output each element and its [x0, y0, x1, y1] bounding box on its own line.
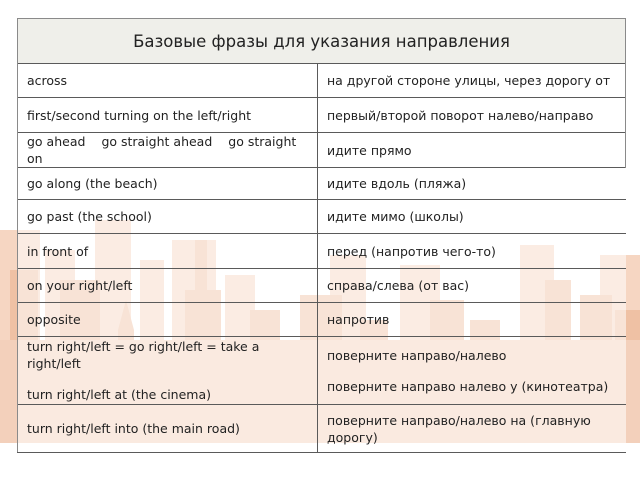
- english-phrase: across: [18, 64, 318, 98]
- english-phrase-variant: go ahead: [27, 134, 86, 149]
- table-row: [18, 269, 626, 303]
- russian-translation: напротив: [318, 303, 626, 337]
- english-phrase: first/second turning on the left/right: [18, 98, 318, 133]
- table-row: [18, 303, 626, 337]
- english-phrase-variant: go straight on: [27, 134, 297, 166]
- english-phrase: [18, 337, 318, 405]
- russian-translation: справа/слева (от вас): [318, 269, 626, 303]
- direction-phrases-table: [17, 18, 626, 453]
- table-row: [18, 200, 626, 234]
- russian-translation: первый/второй поворот налево/направо: [318, 98, 626, 133]
- russian-translation: перед (напротив чего-то): [318, 234, 626, 269]
- table-title: Базовые фразы для указания направления: [18, 19, 626, 64]
- russian-translation-line: поверните направо/налево: [327, 347, 507, 363]
- table-row: [18, 405, 626, 453]
- russian-translation-line: поверните направо налево у (кинотеатра): [327, 378, 609, 394]
- russian-translation: поверните направо/налево на (главную дорогу): [318, 405, 626, 453]
- english-phrase: in front of: [18, 234, 318, 269]
- table-row: [18, 234, 626, 269]
- russian-translation: идите прямо: [318, 133, 626, 168]
- russian-translation: идите вдоль (пляжа): [318, 168, 626, 200]
- english-phrase-line: turn right/left at (the cinema): [27, 387, 212, 402]
- table-row: [18, 64, 626, 98]
- english-phrase: go along (the beach): [18, 168, 318, 200]
- english-phrase-line: turn right/left = go right/left = take a right/left: [27, 339, 260, 371]
- table-row: [18, 133, 626, 168]
- table-row: [18, 168, 626, 200]
- english-phrase: on your right/left: [18, 269, 318, 303]
- english-phrase: turn right/left into (the main road): [18, 405, 318, 453]
- english-phrase-variant: go straight ahead: [101, 134, 213, 149]
- english-phrase: opposite: [18, 303, 318, 337]
- english-phrase: go past (the school): [18, 200, 318, 234]
- english-phrase: [18, 133, 318, 168]
- russian-translation: на другой стороне улицы, через дорогу от: [318, 64, 626, 98]
- table-row: [18, 98, 626, 133]
- table-title-row: [18, 19, 626, 64]
- table-row: [18, 337, 626, 405]
- russian-translation: идите мимо (школы): [318, 200, 626, 234]
- russian-translation: [318, 337, 626, 405]
